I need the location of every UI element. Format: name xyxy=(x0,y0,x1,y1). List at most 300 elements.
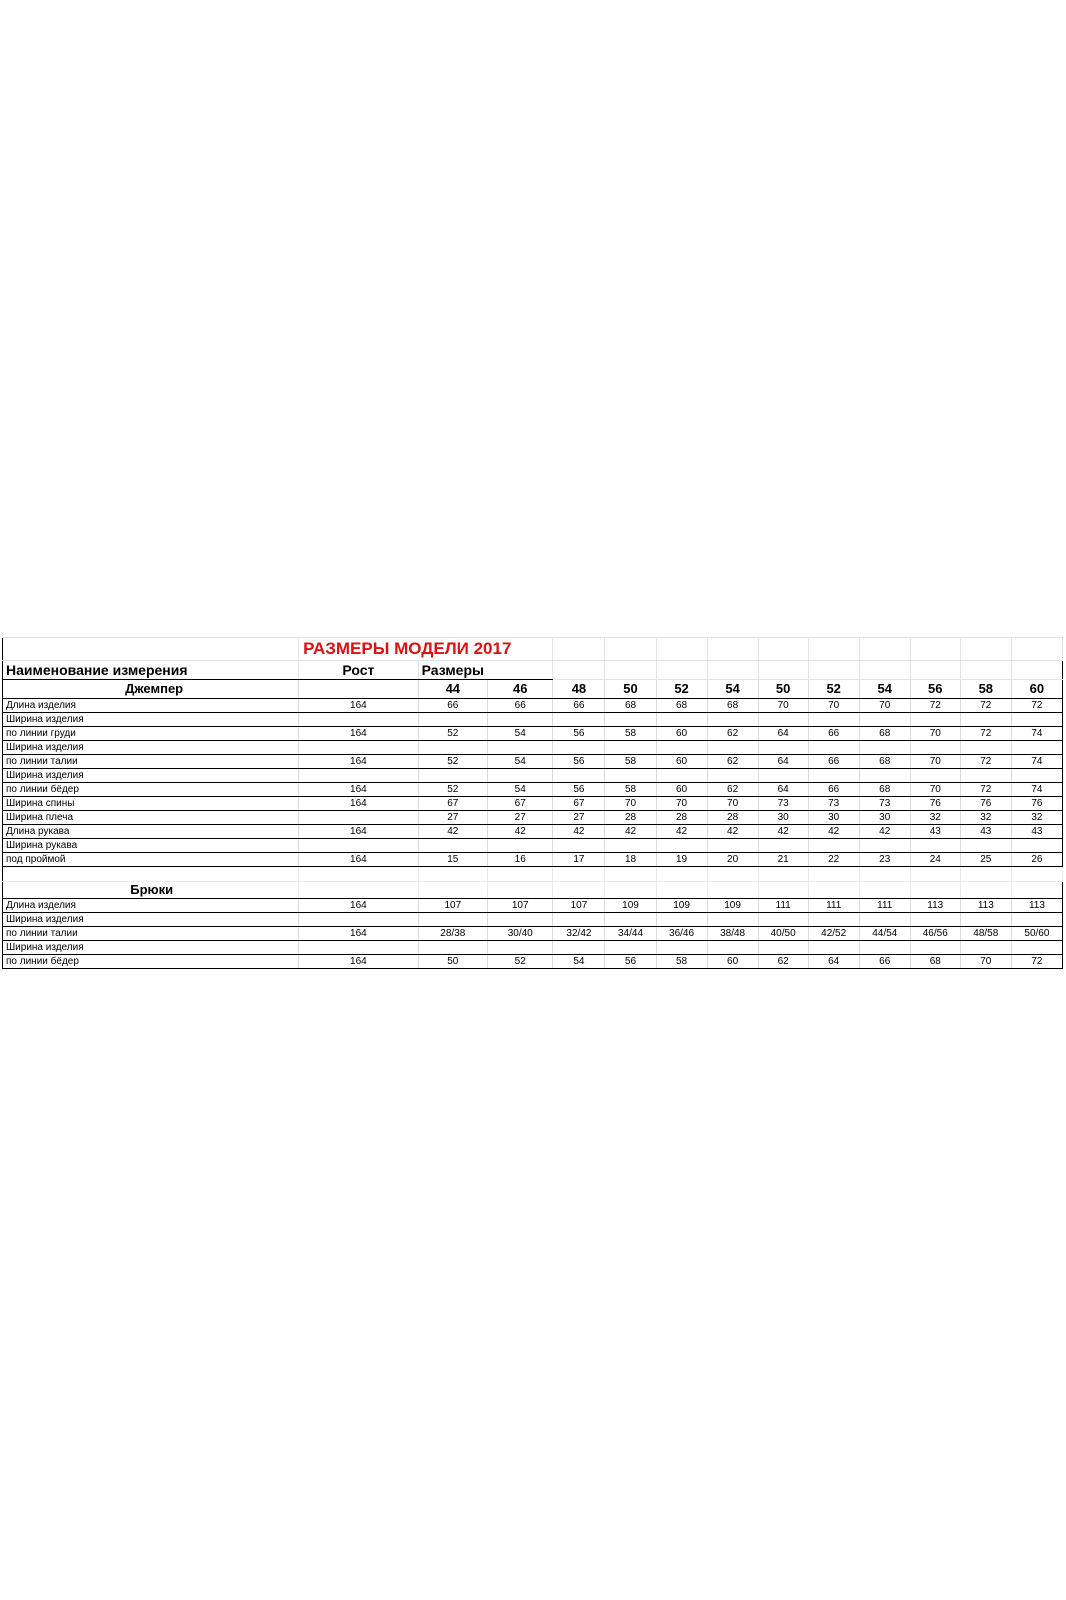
size-value: 52 xyxy=(418,755,487,769)
empty-cell xyxy=(808,867,859,882)
size-value: 70 xyxy=(910,727,960,741)
size-value: 17 xyxy=(553,853,605,867)
table-row xyxy=(3,941,1063,955)
size-value: 74 xyxy=(1011,727,1062,741)
size-value: 67 xyxy=(418,797,487,811)
empty-cell xyxy=(707,661,758,680)
size-value: 44/54 xyxy=(859,927,910,941)
size-value: 20 xyxy=(707,853,758,867)
size-value xyxy=(418,941,487,955)
table-row xyxy=(3,797,1063,811)
measurement-label: Длина рукава xyxy=(3,825,299,839)
size-value: 42/52 xyxy=(808,927,859,941)
size-value: 74 xyxy=(1011,755,1062,769)
size-value xyxy=(758,741,808,755)
size-value xyxy=(859,741,910,755)
size-value xyxy=(960,741,1011,755)
size-column-header: 50 xyxy=(605,680,656,699)
size-chart-sheet xyxy=(2,637,1064,969)
size-value: 42 xyxy=(808,825,859,839)
empty-cell xyxy=(808,661,859,680)
empty-cell xyxy=(299,680,418,699)
size-value xyxy=(605,839,656,853)
size-value: 30/40 xyxy=(488,927,553,941)
size-value: 72 xyxy=(960,783,1011,797)
size-column-header: 44 xyxy=(418,680,487,699)
empty-cell xyxy=(808,882,859,899)
size-value xyxy=(1011,769,1062,783)
measurement-label: по линии бёдер xyxy=(3,955,299,969)
height-value xyxy=(299,839,418,853)
empty-cell xyxy=(605,661,656,680)
size-value: 58 xyxy=(605,727,656,741)
table-row xyxy=(3,825,1063,839)
size-value xyxy=(656,769,707,783)
size-value xyxy=(1011,913,1062,927)
empty-cell xyxy=(758,867,808,882)
empty-cell xyxy=(707,867,758,882)
size-value: 58 xyxy=(656,955,707,969)
size-value: 70 xyxy=(707,797,758,811)
size-value xyxy=(605,913,656,927)
empty-cell xyxy=(656,882,707,899)
empty-cell xyxy=(3,867,299,882)
size-value xyxy=(859,713,910,727)
size-value: 54 xyxy=(488,783,553,797)
size-value: 28 xyxy=(605,811,656,825)
table-row xyxy=(3,913,1063,927)
size-value: 38/48 xyxy=(707,927,758,941)
size-value: 76 xyxy=(960,797,1011,811)
size-value xyxy=(808,839,859,853)
size-value: 64 xyxy=(808,955,859,969)
spacer-row xyxy=(3,867,1063,882)
size-value: 15 xyxy=(418,853,487,867)
empty-cell xyxy=(1011,882,1062,899)
size-value: 58 xyxy=(605,755,656,769)
empty-cell xyxy=(605,638,656,661)
empty-cell xyxy=(960,867,1011,882)
empty-cell xyxy=(960,661,1011,680)
measurement-label: по линии талии xyxy=(3,755,299,769)
size-value: 60 xyxy=(656,755,707,769)
size-value: 62 xyxy=(707,727,758,741)
size-column-header: 60 xyxy=(1011,680,1062,699)
size-value: 76 xyxy=(910,797,960,811)
size-value xyxy=(960,839,1011,853)
size-value: 27 xyxy=(418,811,487,825)
size-value: 66 xyxy=(808,727,859,741)
size-value xyxy=(758,941,808,955)
size-value: 42 xyxy=(605,825,656,839)
size-value: 52 xyxy=(418,727,487,741)
size-value xyxy=(808,941,859,955)
height-value: 164 xyxy=(299,927,418,941)
table-row xyxy=(3,853,1063,867)
measurement-label: Ширина спины xyxy=(3,797,299,811)
size-value: 62 xyxy=(707,783,758,797)
table-row xyxy=(3,699,1063,713)
size-value xyxy=(758,839,808,853)
height-column-header: Рост xyxy=(299,661,418,680)
empty-cell xyxy=(910,882,960,899)
size-value: 60 xyxy=(656,783,707,797)
empty-cell xyxy=(910,661,960,680)
height-value: 164 xyxy=(299,699,418,713)
empty-cell xyxy=(418,882,487,899)
table-row xyxy=(3,955,1063,969)
size-value: 62 xyxy=(707,755,758,769)
size-value: 19 xyxy=(656,853,707,867)
height-value: 164 xyxy=(299,727,418,741)
size-value: 68 xyxy=(859,727,910,741)
size-value xyxy=(488,941,553,955)
size-value xyxy=(656,839,707,853)
size-value: 27 xyxy=(553,811,605,825)
empty-cell xyxy=(605,867,656,882)
size-value: 70 xyxy=(910,755,960,769)
size-value: 28 xyxy=(656,811,707,825)
size-chart-body xyxy=(3,638,1063,969)
empty-cell xyxy=(859,638,910,661)
size-value xyxy=(910,741,960,755)
empty-cell xyxy=(707,638,758,661)
height-value xyxy=(299,811,418,825)
empty-cell xyxy=(299,882,418,899)
size-value xyxy=(960,769,1011,783)
size-value xyxy=(553,941,605,955)
height-value: 164 xyxy=(299,825,418,839)
measurement-label: Ширина изделия xyxy=(3,769,299,783)
size-column-header: 52 xyxy=(656,680,707,699)
size-value xyxy=(758,769,808,783)
size-value: 22 xyxy=(808,853,859,867)
empty-cell xyxy=(656,661,707,680)
size-value: 67 xyxy=(553,797,605,811)
size-value: 28/38 xyxy=(418,927,487,941)
size-column-header: 50 xyxy=(758,680,808,699)
size-column-header: 56 xyxy=(910,680,960,699)
size-value xyxy=(656,741,707,755)
measurement-label: по линии груди xyxy=(3,727,299,741)
size-value: 66 xyxy=(808,783,859,797)
table-row xyxy=(3,899,1063,913)
size-value: 34/44 xyxy=(605,927,656,941)
size-value: 72 xyxy=(960,727,1011,741)
empty-cell xyxy=(299,867,418,882)
size-value: 60 xyxy=(707,955,758,969)
measurement-label: Ширина изделия xyxy=(3,713,299,727)
empty-cell xyxy=(758,661,808,680)
empty-cell xyxy=(553,638,605,661)
table-row xyxy=(3,741,1063,755)
size-value xyxy=(488,769,553,783)
size-column-header: 52 xyxy=(808,680,859,699)
size-value xyxy=(656,941,707,955)
size-value: 113 xyxy=(960,899,1011,913)
size-value: 70 xyxy=(758,699,808,713)
size-value: 23 xyxy=(859,853,910,867)
size-value: 30 xyxy=(859,811,910,825)
size-value: 52 xyxy=(418,783,487,797)
size-value: 76 xyxy=(1011,797,1062,811)
height-value xyxy=(299,769,418,783)
size-value xyxy=(605,941,656,955)
measurement-label: Длина изделия xyxy=(3,699,299,713)
size-value: 66 xyxy=(553,699,605,713)
size-value xyxy=(605,741,656,755)
size-value xyxy=(910,713,960,727)
height-value: 164 xyxy=(299,783,418,797)
section-row xyxy=(3,680,1063,699)
size-value: 70 xyxy=(656,797,707,811)
height-value: 164 xyxy=(299,797,418,811)
empty-cell xyxy=(859,661,910,680)
empty-cell xyxy=(707,882,758,899)
size-value: 42 xyxy=(859,825,910,839)
size-value: 16 xyxy=(488,853,553,867)
size-value: 66 xyxy=(808,755,859,769)
size-value: 73 xyxy=(808,797,859,811)
size-value: 107 xyxy=(488,899,553,913)
height-value xyxy=(299,941,418,955)
header-row xyxy=(3,661,1063,680)
size-value xyxy=(488,713,553,727)
size-value: 72 xyxy=(1011,699,1062,713)
size-value xyxy=(553,913,605,927)
size-column-header: 54 xyxy=(859,680,910,699)
size-value: 113 xyxy=(910,899,960,913)
size-value: 109 xyxy=(707,899,758,913)
measurement-label: Ширина рукава xyxy=(3,839,299,853)
size-value xyxy=(553,839,605,853)
size-value: 56 xyxy=(553,727,605,741)
size-value xyxy=(418,769,487,783)
measurement-label: Ширина изделия xyxy=(3,741,299,755)
size-value xyxy=(707,941,758,955)
empty-cell xyxy=(1011,867,1062,882)
size-value: 24 xyxy=(910,853,960,867)
size-column-header: 48 xyxy=(553,680,605,699)
height-value: 164 xyxy=(299,853,418,867)
size-value: 64 xyxy=(758,727,808,741)
height-value: 164 xyxy=(299,755,418,769)
size-value: 113 xyxy=(1011,899,1062,913)
size-value: 43 xyxy=(1011,825,1062,839)
height-value xyxy=(299,741,418,755)
measurement-label: Ширина изделия xyxy=(3,941,299,955)
size-value xyxy=(1011,839,1062,853)
empty-cell xyxy=(960,638,1011,661)
measurement-label: Ширина изделия xyxy=(3,913,299,927)
table-row xyxy=(3,839,1063,853)
size-value xyxy=(488,839,553,853)
size-value: 56 xyxy=(553,755,605,769)
section-row xyxy=(3,882,1063,899)
size-value xyxy=(656,713,707,727)
size-value: 54 xyxy=(553,955,605,969)
table-row xyxy=(3,755,1063,769)
size-value: 27 xyxy=(488,811,553,825)
size-value xyxy=(960,713,1011,727)
size-value: 46/56 xyxy=(910,927,960,941)
size-value: 70 xyxy=(605,797,656,811)
table-row xyxy=(3,713,1063,727)
size-value: 30 xyxy=(808,811,859,825)
measurement-label: по линии бёдер xyxy=(3,783,299,797)
size-value xyxy=(418,713,487,727)
size-value: 28 xyxy=(707,811,758,825)
size-value xyxy=(910,941,960,955)
size-value: 68 xyxy=(859,783,910,797)
empty-cell xyxy=(910,638,960,661)
size-value: 32 xyxy=(960,811,1011,825)
empty-cell xyxy=(418,867,487,882)
size-value: 32 xyxy=(910,811,960,825)
size-value xyxy=(1011,741,1062,755)
size-value: 64 xyxy=(758,783,808,797)
size-value xyxy=(418,839,487,853)
size-value: 30 xyxy=(758,811,808,825)
size-value xyxy=(758,713,808,727)
size-value: 73 xyxy=(758,797,808,811)
table-row xyxy=(3,727,1063,741)
size-value: 64 xyxy=(758,755,808,769)
size-value: 43 xyxy=(960,825,1011,839)
size-value xyxy=(808,713,859,727)
size-value: 26 xyxy=(1011,853,1062,867)
size-chart-table xyxy=(2,637,1063,969)
measurement-label: Ширина плеча xyxy=(3,811,299,825)
size-value xyxy=(707,713,758,727)
height-value: 164 xyxy=(299,899,418,913)
size-value xyxy=(808,769,859,783)
empty-cell xyxy=(488,882,553,899)
empty-cell xyxy=(808,638,859,661)
size-value: 36/46 xyxy=(656,927,707,941)
empty-cell xyxy=(553,882,605,899)
size-value: 66 xyxy=(488,699,553,713)
size-value: 68 xyxy=(859,755,910,769)
size-value xyxy=(605,769,656,783)
size-value xyxy=(808,741,859,755)
size-value xyxy=(859,941,910,955)
size-value xyxy=(859,769,910,783)
size-value: 72 xyxy=(910,699,960,713)
size-value: 50 xyxy=(418,955,487,969)
size-value: 74 xyxy=(1011,783,1062,797)
size-value: 111 xyxy=(808,899,859,913)
size-value: 72 xyxy=(960,699,1011,713)
size-value: 109 xyxy=(656,899,707,913)
size-value xyxy=(960,941,1011,955)
size-value: 54 xyxy=(488,727,553,741)
size-column-header: 46 xyxy=(488,680,553,699)
height-value xyxy=(299,713,418,727)
size-value: 68 xyxy=(707,699,758,713)
size-value xyxy=(418,913,487,927)
size-value: 48/58 xyxy=(960,927,1011,941)
size-value: 43 xyxy=(910,825,960,839)
size-value: 66 xyxy=(859,955,910,969)
size-value xyxy=(910,913,960,927)
size-value: 40/50 xyxy=(758,927,808,941)
size-value xyxy=(488,913,553,927)
size-value xyxy=(859,839,910,853)
chart-title: РАЗМЕРЫ МОДЕЛИ 2017 xyxy=(299,638,553,661)
empty-cell xyxy=(1011,661,1062,680)
empty-cell xyxy=(859,867,910,882)
size-value: 107 xyxy=(553,899,605,913)
empty-cell xyxy=(656,867,707,882)
size-value: 70 xyxy=(808,699,859,713)
size-value: 42 xyxy=(656,825,707,839)
size-value: 70 xyxy=(859,699,910,713)
height-value: 164 xyxy=(299,955,418,969)
size-value xyxy=(960,913,1011,927)
size-value: 66 xyxy=(418,699,487,713)
empty-cell xyxy=(488,867,553,882)
height-value xyxy=(299,913,418,927)
size-value: 42 xyxy=(553,825,605,839)
size-value xyxy=(707,913,758,927)
empty-cell xyxy=(859,882,910,899)
size-value: 54 xyxy=(488,755,553,769)
size-value: 58 xyxy=(605,783,656,797)
size-value: 72 xyxy=(960,755,1011,769)
table-row xyxy=(3,811,1063,825)
empty-cell xyxy=(758,638,808,661)
size-value: 32/42 xyxy=(553,927,605,941)
empty-cell xyxy=(553,661,605,680)
size-column-header: 54 xyxy=(707,680,758,699)
size-value xyxy=(656,913,707,927)
size-value xyxy=(1011,713,1062,727)
table-row xyxy=(3,783,1063,797)
size-value xyxy=(707,741,758,755)
size-value: 67 xyxy=(488,797,553,811)
size-value: 56 xyxy=(553,783,605,797)
size-value xyxy=(910,769,960,783)
size-value xyxy=(707,769,758,783)
size-value xyxy=(553,769,605,783)
size-value: 18 xyxy=(605,853,656,867)
size-value: 42 xyxy=(418,825,487,839)
size-value xyxy=(758,913,808,927)
size-value: 42 xyxy=(707,825,758,839)
table-row xyxy=(3,927,1063,941)
size-value xyxy=(808,913,859,927)
sizes-column-header: Размеры xyxy=(418,661,553,680)
measurement-label: по линии талии xyxy=(3,927,299,941)
size-value: 107 xyxy=(418,899,487,913)
title-spacer-cell xyxy=(3,638,299,661)
size-value: 70 xyxy=(960,955,1011,969)
size-value: 42 xyxy=(488,825,553,839)
size-value: 60 xyxy=(656,727,707,741)
size-value: 73 xyxy=(859,797,910,811)
size-value: 111 xyxy=(859,899,910,913)
size-value xyxy=(488,741,553,755)
size-value xyxy=(1011,941,1062,955)
size-value: 52 xyxy=(488,955,553,969)
measurement-label: Длина изделия xyxy=(3,899,299,913)
size-value: 70 xyxy=(910,783,960,797)
size-value: 68 xyxy=(910,955,960,969)
empty-cell xyxy=(553,867,605,882)
empty-cell xyxy=(605,882,656,899)
table-row xyxy=(3,769,1063,783)
